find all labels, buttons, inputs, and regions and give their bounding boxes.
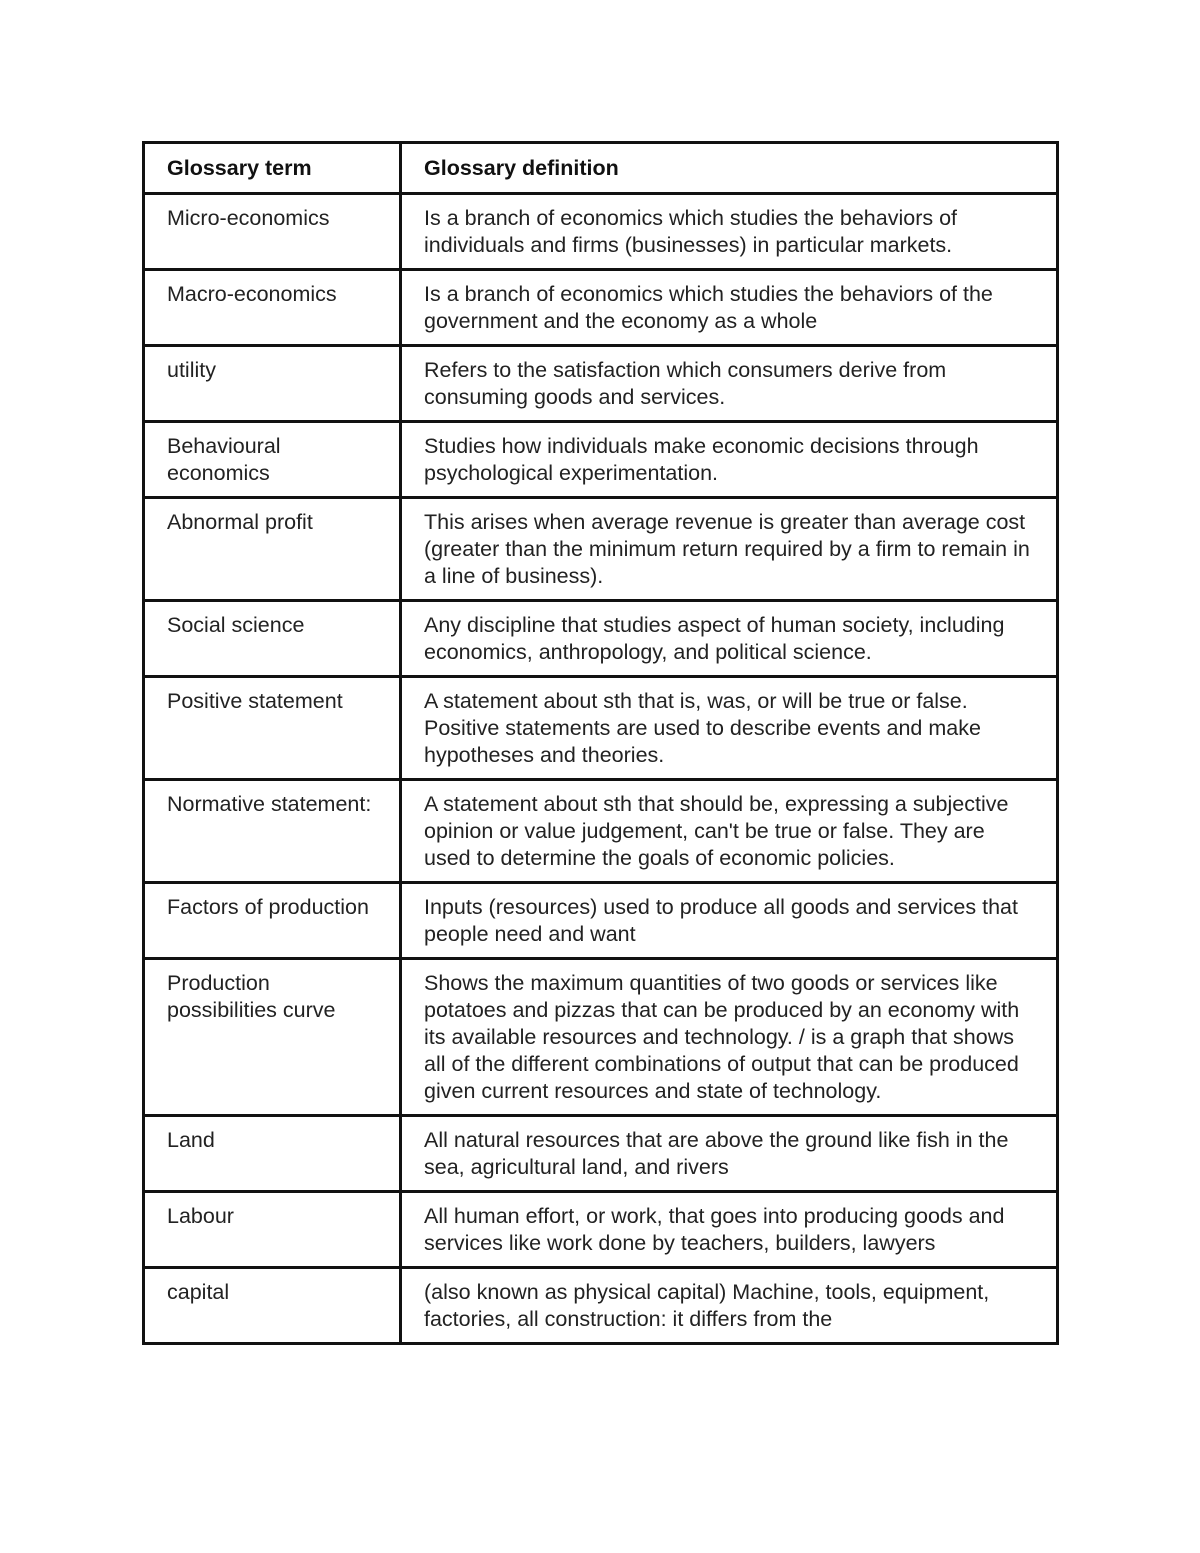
term-cell: Production possibilities curve <box>144 959 401 1116</box>
term-cell: Normative statement: <box>144 780 401 883</box>
term-cell: Behavioural economics <box>144 422 401 498</box>
table-row <box>144 346 1058 422</box>
definition-cell: Inputs (resources) used to produce all goods and services that people need and want <box>401 883 1058 959</box>
table-row <box>144 1192 1058 1268</box>
definition-cell: All natural resources that are above the ground like fish in the sea, agricultural land, and rivers <box>401 1116 1058 1192</box>
term-cell: utility <box>144 346 401 422</box>
definition-cell: Is a branch of economics which studies the behaviors of individuals and firms (businesses) in particular markets. <box>401 194 1058 270</box>
definition-cell: A statement about sth that should be, expressing a subjective opinion or value judgement, can't be true or false. They are used to determine the goals of economic policies. <box>401 780 1058 883</box>
table-row <box>144 1268 1058 1344</box>
table-row <box>144 959 1058 1116</box>
table-row <box>144 677 1058 780</box>
term-cell: Labour <box>144 1192 401 1268</box>
term-cell: capital <box>144 1268 401 1344</box>
glossary-body <box>144 194 1058 1344</box>
definition-cell: Shows the maximum quantities of two goods or services like potatoes and pizzas that can be produced by an economy with its available resources and technology. / is a graph that shows all of the different combinations of output that can be produced given current resources and state of technology. <box>401 959 1058 1116</box>
definition-cell: This arises when average revenue is greater than average cost (greater than the minimum return required by a firm to remain in a line of business). <box>401 498 1058 601</box>
term-cell: Macro-economics <box>144 270 401 346</box>
definition-cell: (also known as physical capital) Machine, tools, equipment, factories, all construction: it differs from the <box>401 1268 1058 1344</box>
term-cell: Abnormal profit <box>144 498 401 601</box>
header-glossary-definition: Glossary definition <box>401 143 1058 194</box>
term-cell: Factors of production <box>144 883 401 959</box>
definition-cell: Studies how individuals make economic decisions through psychological experimentation. <box>401 422 1058 498</box>
definition-cell: A statement about sth that is, was, or will be true or false. Positive statements are used to describe events and make hypotheses and theories. <box>401 677 1058 780</box>
definition-cell: Is a branch of economics which studies the behaviors of the government and the economy as a whole <box>401 270 1058 346</box>
definition-cell: Any discipline that studies aspect of human society, including economics, anthropology, and political science. <box>401 601 1058 677</box>
glossary-table <box>142 141 1059 1345</box>
definition-cell: Refers to the satisfaction which consumers derive from consuming goods and services. <box>401 346 1058 422</box>
term-cell: Land <box>144 1116 401 1192</box>
table-row <box>144 194 1058 270</box>
table-row <box>144 1116 1058 1192</box>
table-header-row <box>144 143 1058 194</box>
definition-cell: All human effort, or work, that goes into producing goods and services like work done by teachers, builders, lawyers <box>401 1192 1058 1268</box>
term-cell: Micro-economics <box>144 194 401 270</box>
table-row <box>144 270 1058 346</box>
table-row <box>144 422 1058 498</box>
term-cell: Social science <box>144 601 401 677</box>
table-row <box>144 883 1058 959</box>
header-glossary-term: Glossary term <box>144 143 401 194</box>
table-row <box>144 780 1058 883</box>
table-row <box>144 498 1058 601</box>
table-row <box>144 601 1058 677</box>
term-cell: Positive statement <box>144 677 401 780</box>
